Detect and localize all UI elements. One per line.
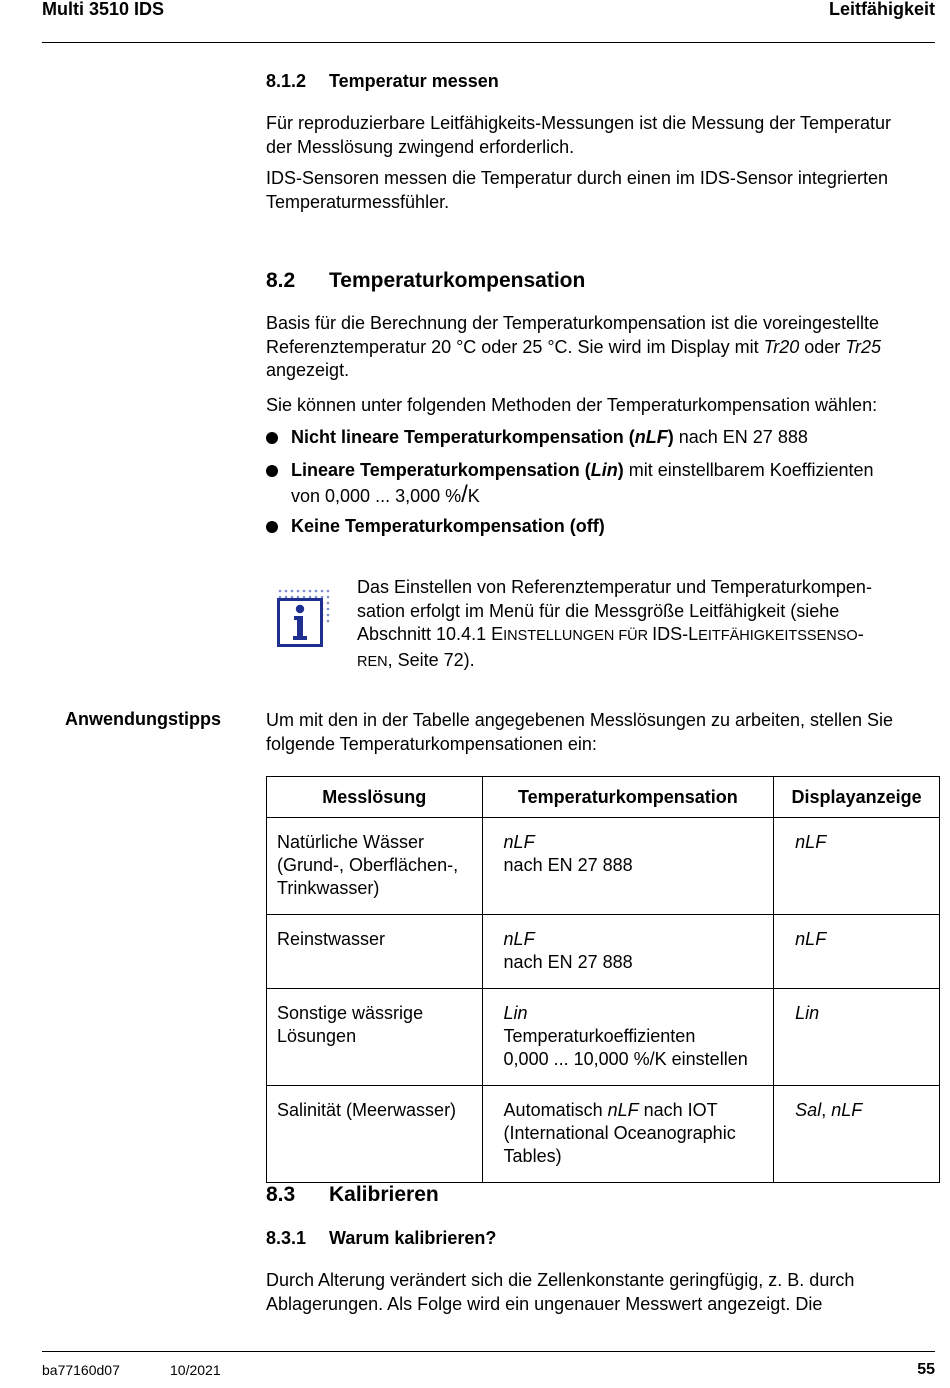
table-row — [267, 1086, 940, 1183]
bullet-dot-icon — [266, 465, 278, 477]
section-8-2-heading — [266, 269, 585, 293]
table-cell: Salinität (Meerwasser) — [267, 1086, 483, 1183]
paragraph — [266, 312, 881, 383]
table-cell: Lin — [774, 989, 940, 1086]
bullet-dot-icon — [266, 521, 278, 533]
text-line: Abschnitt 10.4.1 EINSTELLUNGEN FÜR IDS-LEITFÄHIGKEITSSENSO- — [357, 624, 864, 644]
table-cell: nLF — [774, 818, 940, 915]
table-cell: nLF nach EN 27 888 — [482, 818, 774, 915]
header-left: Multi 3510 IDS — [42, 0, 165, 19]
table-cell: Sal, nLF — [774, 1086, 940, 1183]
section-number: 8.3.1 — [266, 1228, 307, 1248]
paragraph — [266, 1269, 854, 1316]
column-header: Temperaturkompensation — [482, 777, 774, 818]
table-cell: Reinstwasser — [267, 915, 483, 989]
section-8-1-2-heading — [266, 71, 499, 92]
bullet-item: Keine Temperaturkompensation (off) — [266, 515, 605, 539]
info-icon — [277, 588, 334, 648]
text-line: sation erfolgt im Menü für die Messgröße Leitfähigkeit (siehe — [357, 600, 840, 621]
paragraph — [266, 167, 888, 214]
text-line: angezeigt. — [266, 360, 350, 380]
table-cell: nLF nach EN 27 888 — [482, 915, 774, 989]
table-row — [267, 915, 940, 989]
section-title: Kalibrieren — [329, 1183, 439, 1206]
table-header-row — [267, 777, 940, 818]
bullet-item: Nicht lineare Temperaturkompensation (nLF) nach EN 27 888 — [266, 426, 808, 450]
footer-doc-id: ba77160d07 — [42, 1362, 120, 1378]
table-row — [267, 818, 940, 915]
section-8-3-heading — [266, 1183, 439, 1207]
page-number: 55 — [917, 1361, 935, 1378]
text-line: Ablagerungen. Als Folge wird ein ungenauer Messwert angezeigt. Die — [266, 1293, 823, 1314]
text-line: Durch Alterung verändert sich die Zellenkonstante geringfügig, z. B. durch — [266, 1270, 855, 1290]
text-line: Referenztemperatur 20 °C oder 25 °C. Sie wird im Display mit Tr20 oder Tr25 — [266, 336, 881, 357]
text-line: Basis für die Berechnung der Temperaturkompensation ist die voreingestellte — [266, 313, 880, 333]
margin-label: Anwendungstipps — [65, 709, 221, 729]
section-title: Temperatur messen — [329, 71, 499, 91]
bullet-item: Lineare Temperaturkompensation (Lin) mit einstellbarem Koeffizienten von 0,000 ... 3,000 %/K — [266, 459, 874, 508]
paragraph — [266, 709, 893, 756]
text-line: REN, Seite 72). — [357, 649, 475, 670]
bullet-dot-icon — [266, 432, 278, 444]
table-cell: Lin Temperaturkoeffizienten 0,000 ... 10,000 %/K einstellen — [482, 989, 774, 1086]
footer-rule — [42, 1351, 935, 1352]
table-cell: Automatisch nLF nach IOT (International Oceanographic Tables) — [482, 1086, 774, 1183]
header-right: Leitfähigkeit — [828, 0, 935, 19]
section-number: 8.2 — [266, 269, 296, 292]
column-header: Displayanzeige — [774, 777, 940, 818]
text-line: Für reproduzierbare Leitfähigkeits-Messungen ist die Messung der Temperatur — [266, 113, 891, 133]
section-title: Warum kalibrieren? — [329, 1228, 497, 1248]
table-cell: Natürliche Wässer (Grund-, Oberflächen-, Trinkwasser) — [267, 818, 483, 915]
text-line: Das Einstellen von Referenztemperatur und Temperaturkompen- — [357, 577, 872, 597]
section-number: 8.1.2 — [266, 71, 307, 91]
table-cell: nLF — [774, 915, 940, 989]
compensation-table — [266, 776, 940, 1183]
text-line: folgende Temperaturkompensationen ein: — [266, 733, 597, 754]
section-8-3-1-heading — [266, 1228, 496, 1249]
table-row — [267, 989, 940, 1086]
section-title: Temperaturkompensation — [329, 269, 586, 292]
text-line: der Messlösung zwingend erforderlich. — [266, 136, 575, 157]
text-line: Um mit den in der Tabelle angegebenen Messlösungen zu arbeiten, stellen Sie — [266, 710, 894, 730]
table-cell: Sonstige wässrige Lösungen — [267, 989, 483, 1086]
section-number: 8.3 — [266, 1183, 296, 1206]
paragraph — [266, 112, 891, 159]
info-note-text — [357, 576, 872, 674]
header-rule — [42, 42, 935, 43]
paragraph: Sie können unter folgenden Methoden der Temperaturkompensation wählen: — [266, 395, 878, 415]
text-line: IDS-Sensoren messen die Temperatur durch einen im IDS-Sensor integrierten — [266, 168, 888, 188]
text-line: Temperaturmessfühler. — [266, 191, 450, 212]
footer-date: 10/2021 — [170, 1362, 221, 1378]
column-header: Messlösung — [267, 777, 483, 818]
